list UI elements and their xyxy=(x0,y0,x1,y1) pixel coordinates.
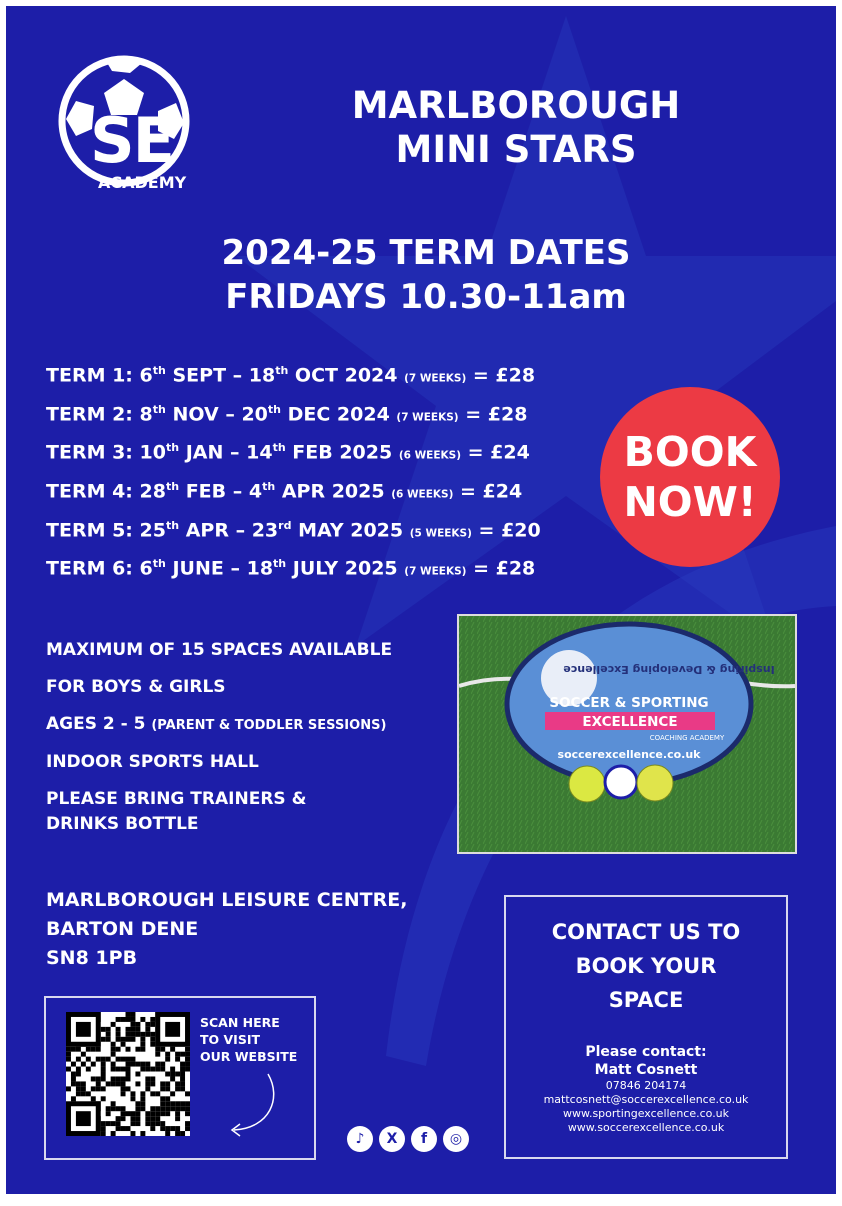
start-day: 8 xyxy=(139,403,153,426)
term-row xyxy=(46,545,541,584)
start-suffix: th xyxy=(165,480,180,494)
social-links xyxy=(347,1126,469,1152)
term-price: = £28 xyxy=(466,557,536,580)
info-spaces: MAXIMUM OF 15 SPACES AVAILABLE xyxy=(46,640,393,660)
contact-email[interactable]: mattcosnett@soccerexcellence.co.uk xyxy=(543,1093,749,1106)
term-heading-line-1: 2024-25 TERM DATES xyxy=(221,233,631,273)
term-price: = £20 xyxy=(471,519,541,542)
facebook-icon[interactable]: f xyxy=(411,1126,437,1152)
end-day: 18 xyxy=(248,364,276,387)
info-list xyxy=(46,638,392,849)
address-line-3: SN8 1PB xyxy=(46,947,138,969)
qr-code-graphic xyxy=(66,1012,190,1136)
start-day: 6 xyxy=(139,364,153,387)
term-row xyxy=(46,507,541,546)
info-bring-line-1: PLEASE BRING TRAINERS & xyxy=(46,789,307,809)
term-row xyxy=(46,352,541,391)
logo-initials: SE xyxy=(90,104,174,177)
end-month: FEB 2025 xyxy=(285,441,399,464)
start-month: JUNE – xyxy=(165,557,247,580)
banner-brand-2: EXCELLENCE xyxy=(582,714,678,730)
start-suffix: th xyxy=(152,402,166,416)
page-title xyxy=(306,84,726,172)
term-weeks: (7 WEEKS) xyxy=(396,411,459,424)
title-line-2: MINI STARS xyxy=(395,128,637,171)
term-weeks: (7 WEEKS) xyxy=(404,372,467,385)
term-label: TERM 6: xyxy=(46,557,140,580)
start-day: 25 xyxy=(139,519,166,542)
terms-list xyxy=(46,352,541,584)
badge-line-2: NOW! xyxy=(623,478,757,526)
end-month: APR 2025 xyxy=(275,480,392,503)
banner-photo xyxy=(457,614,797,854)
start-month: SEPT – xyxy=(165,364,249,387)
info-bring-line-2: DRINKS BOTTLE xyxy=(46,814,199,834)
term-label: TERM 1: xyxy=(46,364,140,387)
start-day: 6 xyxy=(139,557,153,580)
end-day: 18 xyxy=(246,557,274,580)
tiktok-icon[interactable]: ♪ xyxy=(347,1126,373,1152)
scan-line-1: SCAN HERE xyxy=(200,1015,280,1030)
term-price: = £24 xyxy=(461,441,530,464)
term-price: = £28 xyxy=(458,403,528,426)
contact-title-line-1: CONTACT US TO xyxy=(551,920,741,944)
term-label: TERM 3: xyxy=(46,441,140,464)
info-ages-note: (PARENT & TODDLER SESSIONS) xyxy=(151,718,387,733)
end-suffix: th xyxy=(272,441,286,455)
end-day: 20 xyxy=(241,403,268,426)
term-weeks: (6 WEEKS) xyxy=(398,449,462,462)
poster xyxy=(6,6,836,1194)
start-day: 28 xyxy=(139,480,166,503)
term-dates-heading xyxy=(156,231,696,319)
end-suffix: rd xyxy=(278,518,292,532)
contact-phone[interactable]: 07846 204174 xyxy=(605,1079,687,1092)
photo-illustration xyxy=(459,616,795,852)
start-suffix: th xyxy=(152,364,166,377)
end-suffix: th xyxy=(275,364,289,377)
end-suffix: th xyxy=(262,480,276,494)
end-suffix: th xyxy=(273,557,287,571)
info-ages xyxy=(46,712,392,738)
start-month: JAN – xyxy=(179,441,247,464)
end-suffix: th xyxy=(267,402,281,416)
info-ages-main: AGES 2 - 5 xyxy=(46,714,152,734)
term-heading-line-2: FRIDAYS 10.30-11am xyxy=(225,277,627,317)
scan-line-3: OUR WEBSITE xyxy=(200,1049,298,1064)
qr-code[interactable] xyxy=(66,1012,190,1136)
banner-url: soccerexcellence.co.uk xyxy=(557,748,701,761)
term-row xyxy=(46,391,541,430)
end-month: MAY 2025 xyxy=(291,519,410,542)
term-row xyxy=(46,429,541,468)
end-month: JULY 2025 xyxy=(286,557,405,580)
contact-name: Matt Cosnett xyxy=(594,1062,698,1078)
term-price: = £24 xyxy=(453,480,523,503)
term-row xyxy=(46,468,541,507)
start-suffix: th xyxy=(152,557,166,571)
x-icon[interactable]: X xyxy=(379,1126,405,1152)
term-weeks: (7 WEEKS) xyxy=(404,565,467,578)
term-weeks: (6 WEEKS) xyxy=(391,488,454,501)
banner-brand-1: SOCCER & SPORTING xyxy=(549,695,709,711)
start-month: FEB – xyxy=(179,480,249,503)
qr-panel xyxy=(44,996,316,1160)
banner-top-text: Inspiring & Developing Excellence xyxy=(563,663,775,676)
term-weeks: (5 WEEKS) xyxy=(409,527,472,540)
address-line-1: MARLBOROUGH LEISURE CENTRE, xyxy=(46,889,408,911)
start-suffix: th xyxy=(165,518,180,532)
start-month: APR – xyxy=(179,519,252,542)
instagram-icon[interactable]: ◎ xyxy=(443,1126,469,1152)
scan-line-2: TO VISIT xyxy=(200,1032,261,1047)
contact-panel xyxy=(504,895,788,1159)
term-label: TERM 5: xyxy=(46,519,140,542)
venue-address xyxy=(46,886,407,973)
contact-lead: Please contact: xyxy=(585,1044,707,1060)
term-label: TERM 2: xyxy=(46,403,140,426)
end-day: 14 xyxy=(246,441,273,464)
curved-arrow-icon xyxy=(216,1068,296,1148)
title-line-1: MARLBOROUGH xyxy=(351,84,681,127)
start-month: NOV – xyxy=(165,403,242,426)
contact-title-line-2: BOOK YOUR xyxy=(575,954,717,978)
end-day: 4 xyxy=(248,480,263,503)
info-venue-type: INDOOR SPORTS HALL xyxy=(46,752,259,772)
end-month: DEC 2024 xyxy=(281,403,397,426)
badge-line-1: BOOK xyxy=(623,428,757,476)
banner-sub: COACHING ACADEMY xyxy=(649,734,725,742)
contact-title xyxy=(506,915,786,1017)
logo-subtitle: ACADEMY xyxy=(98,173,187,192)
term-price: = £28 xyxy=(466,364,536,387)
end-day: 23 xyxy=(251,519,279,542)
info-bring xyxy=(46,787,392,837)
contact-title-line-3: SPACE xyxy=(608,988,684,1012)
scan-text xyxy=(200,1014,297,1065)
term-label: TERM 4: xyxy=(46,480,140,503)
start-suffix: th xyxy=(165,441,180,455)
contact-website-2[interactable]: www.soccerexcellence.co.uk xyxy=(567,1121,725,1134)
start-day: 10 xyxy=(139,441,166,464)
book-now-badge[interactable] xyxy=(600,387,780,567)
end-month: OCT 2024 xyxy=(288,364,405,387)
address-line-2: BARTON DENE xyxy=(46,918,199,940)
info-who: FOR BOYS & GIRLS xyxy=(46,677,226,697)
contact-website-1[interactable]: www.sportingexcellence.co.uk xyxy=(562,1107,730,1120)
